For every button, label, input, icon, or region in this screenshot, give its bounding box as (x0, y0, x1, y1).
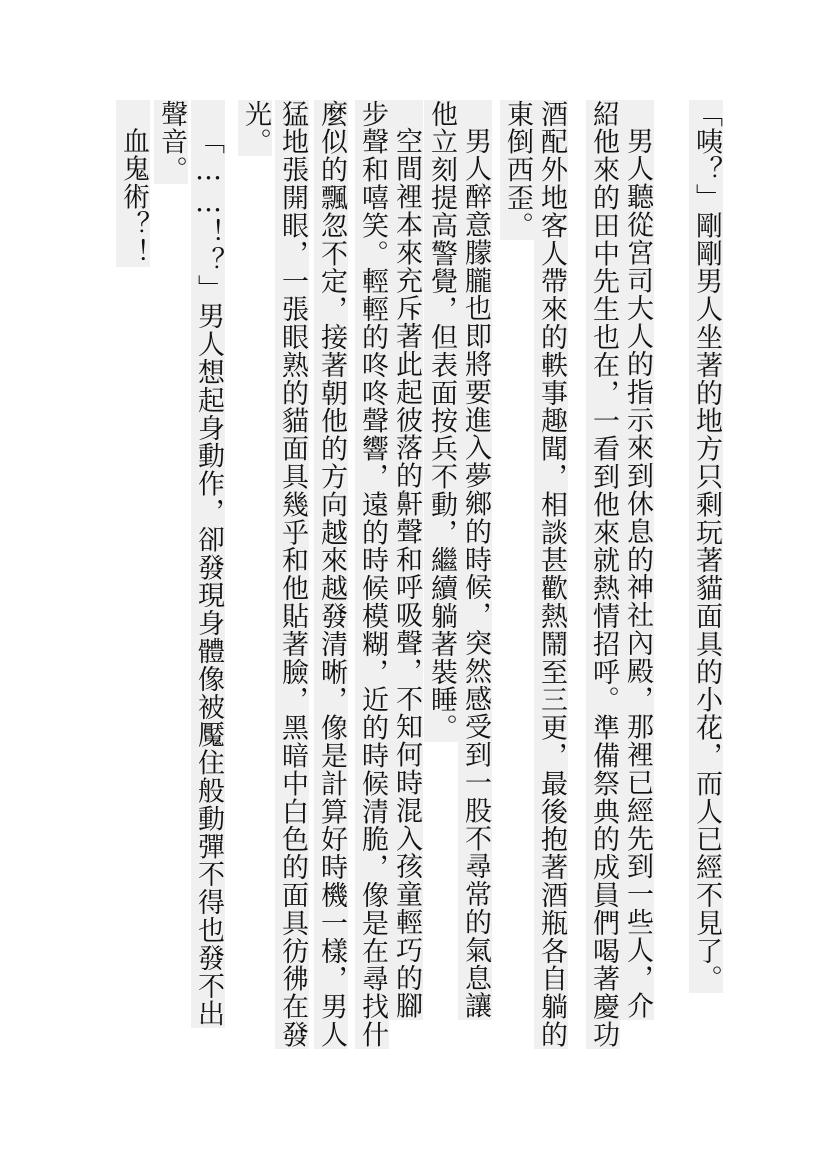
text-line-6: 男人醉意朦朧也即將要進入夢鄉的時候，突然感受到一股不尋常的氣息讓 (458, 100, 492, 1020)
text-line-13: 「……！？」男人想起身動作，卻發現身體像被魘住般動彈不得也發不出 (191, 100, 225, 1028)
text-line-5: 東倒西歪。 (502, 100, 533, 240)
text-line-2: 男人聽從宮司大人的指示來到休息的神社內殿，那裡已經先到一些人，介 (620, 100, 654, 1020)
text-line-10: 麼似的飄忽不定，接著朝他的方向越來越發清晰，像是計算好時機一樣，男人 (316, 100, 347, 1049)
text-line-12: 光。 (240, 100, 271, 156)
text-line-1: 「咦？」剛剛男人坐著的地方只剩玩著貓面具的小花，而人已經不見了。 (691, 100, 722, 993)
text-line-7: 他立刻提高警覺，但表面按兵不動，繼續躺著裝睡。 (426, 100, 457, 742)
text-line-9: 步聲和嘻笑。輕輕的咚咚聲響，遠的時候模糊，近的時候清脆，像是在尋找什 (357, 100, 388, 1049)
text-line-4: 酒配外地客人帶來的軼事趣聞，相談甚歡熱鬧至三更，最後抱著酒瓶各自躺的 (536, 100, 567, 1049)
text-line-14: 聲音。 (156, 100, 187, 184)
text-line-15: 血鬼術？！ (116, 100, 150, 267)
text-line-3: 紹他來的田中先生也在，一看到他來就熱情招呼。準備祭典的成員們喝著慶功 (588, 100, 619, 1049)
text-line-8: 空間裡本來充斥著此起彼落的鼾聲和呼吸聲，不知何時混入孩童輕巧的腳 (389, 100, 423, 1020)
text-line-11: 猛地張開眼，一張眼熟的貓面具幾乎和他貼著臉，黑暗中白色的面具彷彿在發 (277, 100, 308, 1049)
